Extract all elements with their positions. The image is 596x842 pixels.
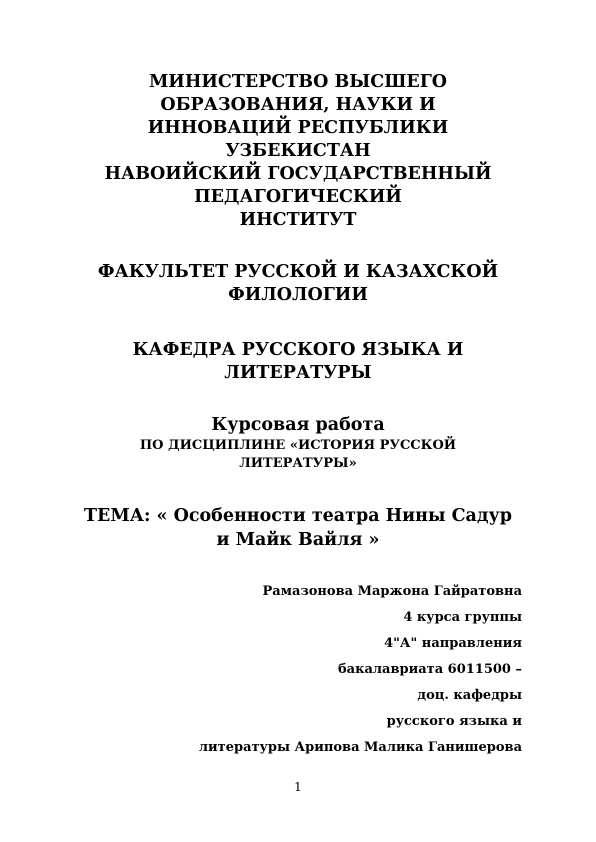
supervisor-name: литературы Арипова Малика Ганишерова <box>198 740 522 755</box>
institute-line: ПЕДАГОГИЧЕСКИЙ <box>194 187 402 207</box>
ministry-line: УЗБЕКИСТАН <box>225 141 371 161</box>
ministry-line: ИННОВАЦИЙ РЕСПУБЛИКИ <box>147 118 449 138</box>
supervisor-department: русского языка и <box>386 714 522 729</box>
page-number: 1 <box>294 780 302 794</box>
institute-line: НАВОИЙСКИЙ ГОСУДАРСТВЕННЫЙ <box>104 164 492 184</box>
faculty-line: ФАКУЛЬТЕТ РУССКОЙ И КАЗАХСКОЙ <box>97 262 499 282</box>
author-course: 4 курса группы <box>403 610 522 625</box>
theme-heading <box>50 504 546 552</box>
coursework-title-text: Курсовая работа <box>211 415 385 435</box>
institute-line: ИНСТИТУТ <box>239 210 357 230</box>
faculty-heading <box>70 261 526 307</box>
author-direction: 4"А" направления <box>384 636 522 651</box>
discipline-line: ЛИТЕРАТУРЫ» <box>239 456 357 471</box>
supervisor-title: доц. кафедры <box>417 688 522 703</box>
discipline-line: ПО ДИСЦИПЛИНЕ «ИСТОРИЯ РУССКОЙ <box>139 438 457 453</box>
author-info <box>199 579 522 761</box>
faculty-line: ФИЛОЛОГИИ <box>228 285 368 305</box>
author-bachelor: бакалавриата 6011500 – <box>337 662 522 677</box>
ministry-heading <box>70 71 526 232</box>
department-line: КАФЕДРА РУССКОГО ЯЗЫКА И <box>132 340 464 360</box>
discipline-subtitle <box>70 437 526 473</box>
ministry-line: ОБРАЗОВАНИЯ, НАУКИ И <box>160 95 436 115</box>
coursework-title <box>70 414 526 436</box>
department-line: ЛИТЕРАТУРЫ <box>224 363 372 383</box>
department-heading <box>70 339 526 385</box>
ministry-line: МИНИСТЕРСТВО ВЫСШЕГО <box>148 72 448 92</box>
theme-line: ТЕМА: « Особенности театра Нины Садур <box>84 506 512 526</box>
theme-line: и Майк Вайля » <box>216 530 380 550</box>
author-name: Рамазонова Маржона Гайратовна <box>262 584 522 599</box>
